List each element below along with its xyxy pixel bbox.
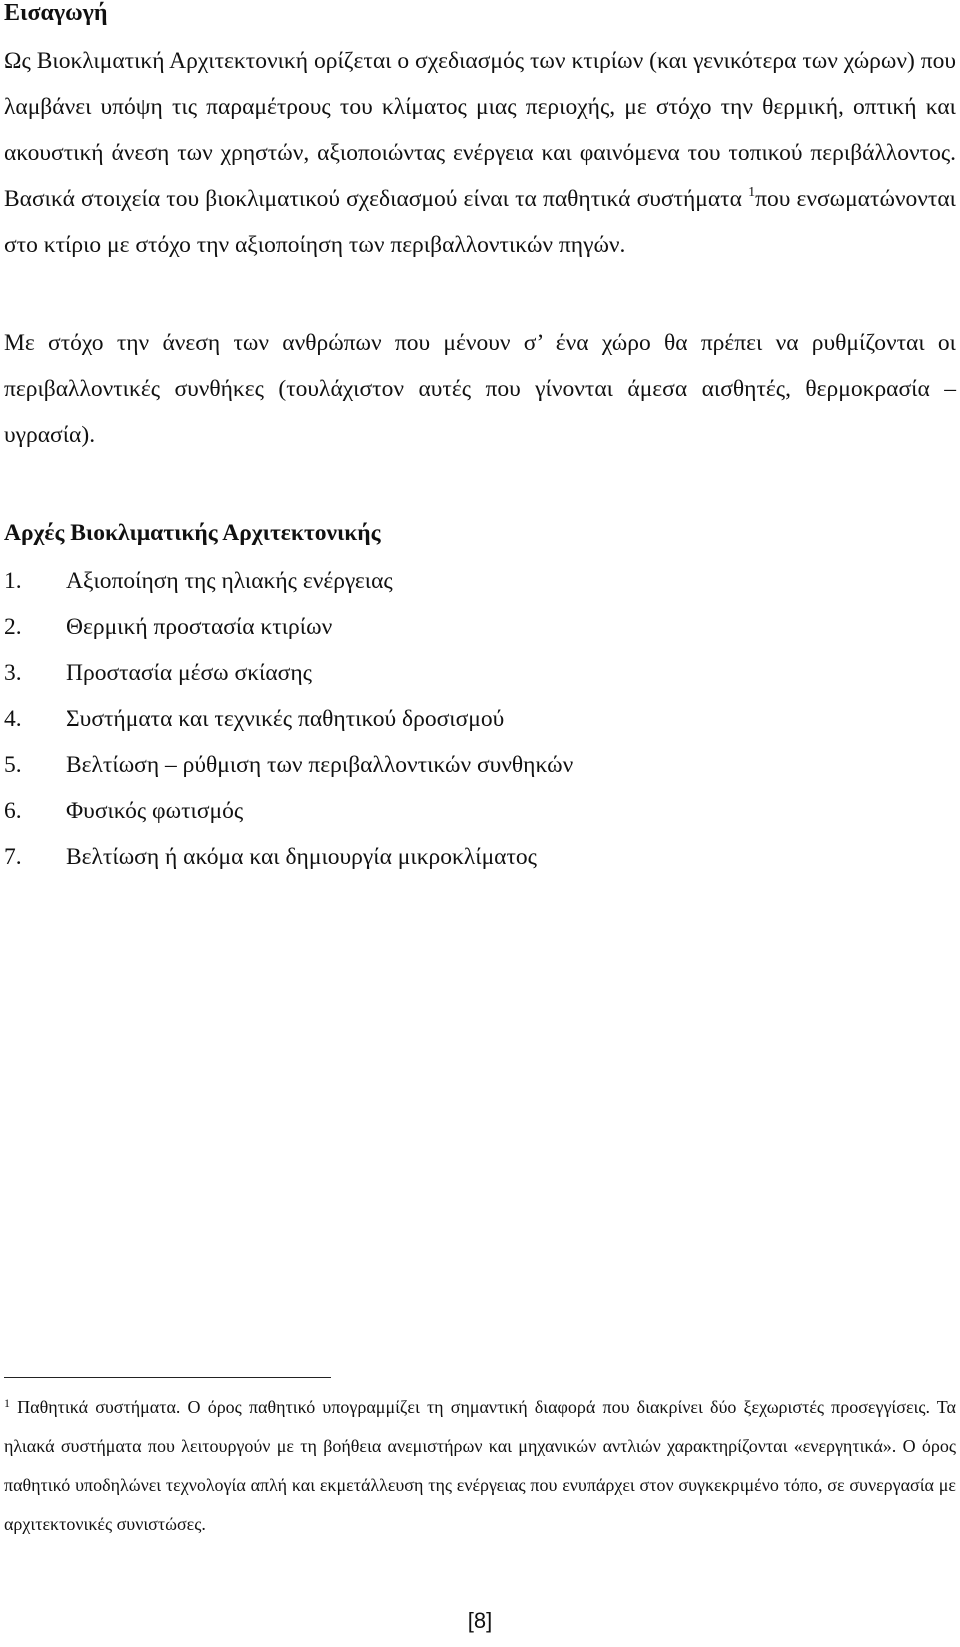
list-item-number: 3. [4,660,22,686]
list-item-text: Αξιοποίηση της ηλιακής ενέργειας [66,568,393,594]
list-item-number: 1. [4,568,22,594]
list-item-number: 7. [4,844,22,870]
list-item [4,696,573,742]
list-item [4,834,573,880]
list-item-number: 6. [4,798,22,824]
comfort-paragraph: Με στόχο την άνεση των ανθρώπων που μένουν σ’ ένα χώρο θα πρέπει να ρυθμίζονται οι περιβαλλοντικές συνθήκες (τουλάχιστον αυτές που γίνονται άμεσα αισθητές, θερμοκρασία – υγρασία). [4,330,956,448]
intro-paragraph-text: Ως Βιοκλιματική Αρχιτεκτονική ορίζεται ο σχεδιασμός των κτιρίων (και γενικότερα των χώρων) που λαμβάνει υπόψη τις παραμέτρους του κλίματος μιας περιοχής, με στόχο την θερμική, οπτική και ακουστική άνεση των χρηστών, αξιοποιώντας ενέργεια και φαινόμενα του τοπικού περιβάλλοντος. Βασικά στοιχεία του βιοκλιματικού σχεδιασμού είναι τα παθητικά συστήματα [4,48,956,212]
intro-paragraph-text-continued: που ενσωματώνονται στο κτίριο με στόχο την αξιοποίηση των περιβαλλοντικών πηγών. [4,186,956,258]
list-item-text: Θερμική προστασία κτιρίων [66,614,333,640]
list-item-text: Συστήματα και τεχνικές παθητικού δροσισμού [66,706,505,732]
list-item [4,604,573,650]
intro-paragraph [4,38,956,268]
footnote-marker: 1 [4,1396,10,1410]
list-item [4,742,573,788]
list-item-text: Βελτίωση ή ακόμα και δημιουργία μικροκλίματος [66,844,537,870]
list-item-text: Προστασία μέσω σκίασης [66,660,312,686]
footnote-separator [4,1377,331,1378]
list-item-number: 5. [4,752,22,778]
footnote-reference: 1 [748,185,756,200]
list-item-number: 4. [4,706,22,732]
footnote [4,1388,956,1544]
principles-list [4,558,573,880]
list-item-number: 2. [4,614,22,640]
page-number: [8] [467,1608,493,1633]
list-item [4,650,573,696]
list-item [4,558,573,604]
list-item [4,788,573,834]
page-heading: Εισαγωγή [4,0,108,26]
list-item-text: Φυσικός φωτισμός [66,798,244,824]
list-item-text: Βελτίωση – ρύθμιση των περιβαλλοντικών συνθηκών [66,752,574,778]
footnote-text: Παθητικά συστήματα. Ο όρος παθητικό υπογραμμίζει τη σημαντική διαφορά που διακρίνει δύο ξεχωριστές προσεγγίσεις. Τα ηλιακά συστήματα που λειτουργούν με τη βοήθεια ανεμιστήρων και μηχανικών αντλιών χαρακτηρίζονται «ενεργητικά». Ο όρος παθητικό υποδηλώνει τεχνολογία απλή και εκμετάλλευση της ενέργειας που ενυπάρχει στον συγκεκριμένο τόπο, σε συνεργασία με αρχιτεκτονικές συνιστώσες. [4,1397,956,1534]
principles-title: Αρχές Βιοκλιματικής Αρχιτεκτονικής [4,520,381,546]
